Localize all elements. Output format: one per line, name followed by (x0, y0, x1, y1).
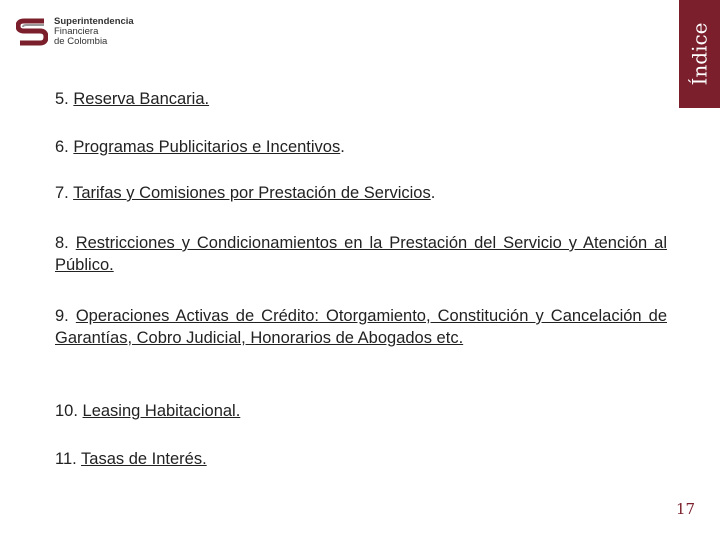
item-number: 8. (55, 234, 69, 252)
index-item-10[interactable] (55, 400, 667, 422)
item-link[interactable]: Tasas de Interés. (81, 450, 207, 468)
index-item-9[interactable] (55, 305, 667, 349)
index-item-7[interactable] (55, 182, 667, 204)
item-number: 6. (55, 138, 69, 156)
index-item-11[interactable] (55, 448, 667, 470)
item-link[interactable]: Operaciones Activas de Crédito: Otorgamiento, Constitución y Cancelación de Garantías, Cobro Judicial, Honorarios de Abogados etc. (55, 307, 667, 347)
item-link[interactable]: Restricciones y Condicionamientos en la Prestación del Servicio y Atención al Público. (55, 234, 668, 274)
item-number: 9. (55, 307, 69, 325)
item-trailing: . (340, 138, 345, 156)
item-number: 7. (55, 184, 69, 202)
item-link[interactable]: Reserva Bancaria. (73, 90, 210, 108)
item-link[interactable]: Programas Publicitarios e Incentivos (73, 138, 341, 156)
index-item-5[interactable] (55, 88, 667, 110)
item-number: 5. (55, 90, 69, 108)
logo-line-2: Financiera (54, 26, 99, 37)
item-trailing: . (430, 184, 436, 202)
index-item-8[interactable] (55, 232, 667, 276)
item-link[interactable]: Tarifas y Comisiones por Prestación de Servicios (73, 184, 431, 202)
indice-tab[interactable] (679, 0, 720, 108)
index-item-6[interactable] (55, 136, 667, 158)
item-number: 10. (55, 402, 78, 420)
logo-s-icon (16, 16, 48, 48)
indice-tab-label: Índice (687, 22, 712, 86)
logo-line-3: de Colombia (54, 36, 108, 47)
logo-line-1: Superintendencia (54, 16, 134, 27)
item-link[interactable]: Leasing Habitacional. (82, 402, 241, 420)
company-logo (16, 14, 156, 50)
page-number: 17 (676, 500, 696, 518)
item-number: 11. (55, 450, 77, 468)
